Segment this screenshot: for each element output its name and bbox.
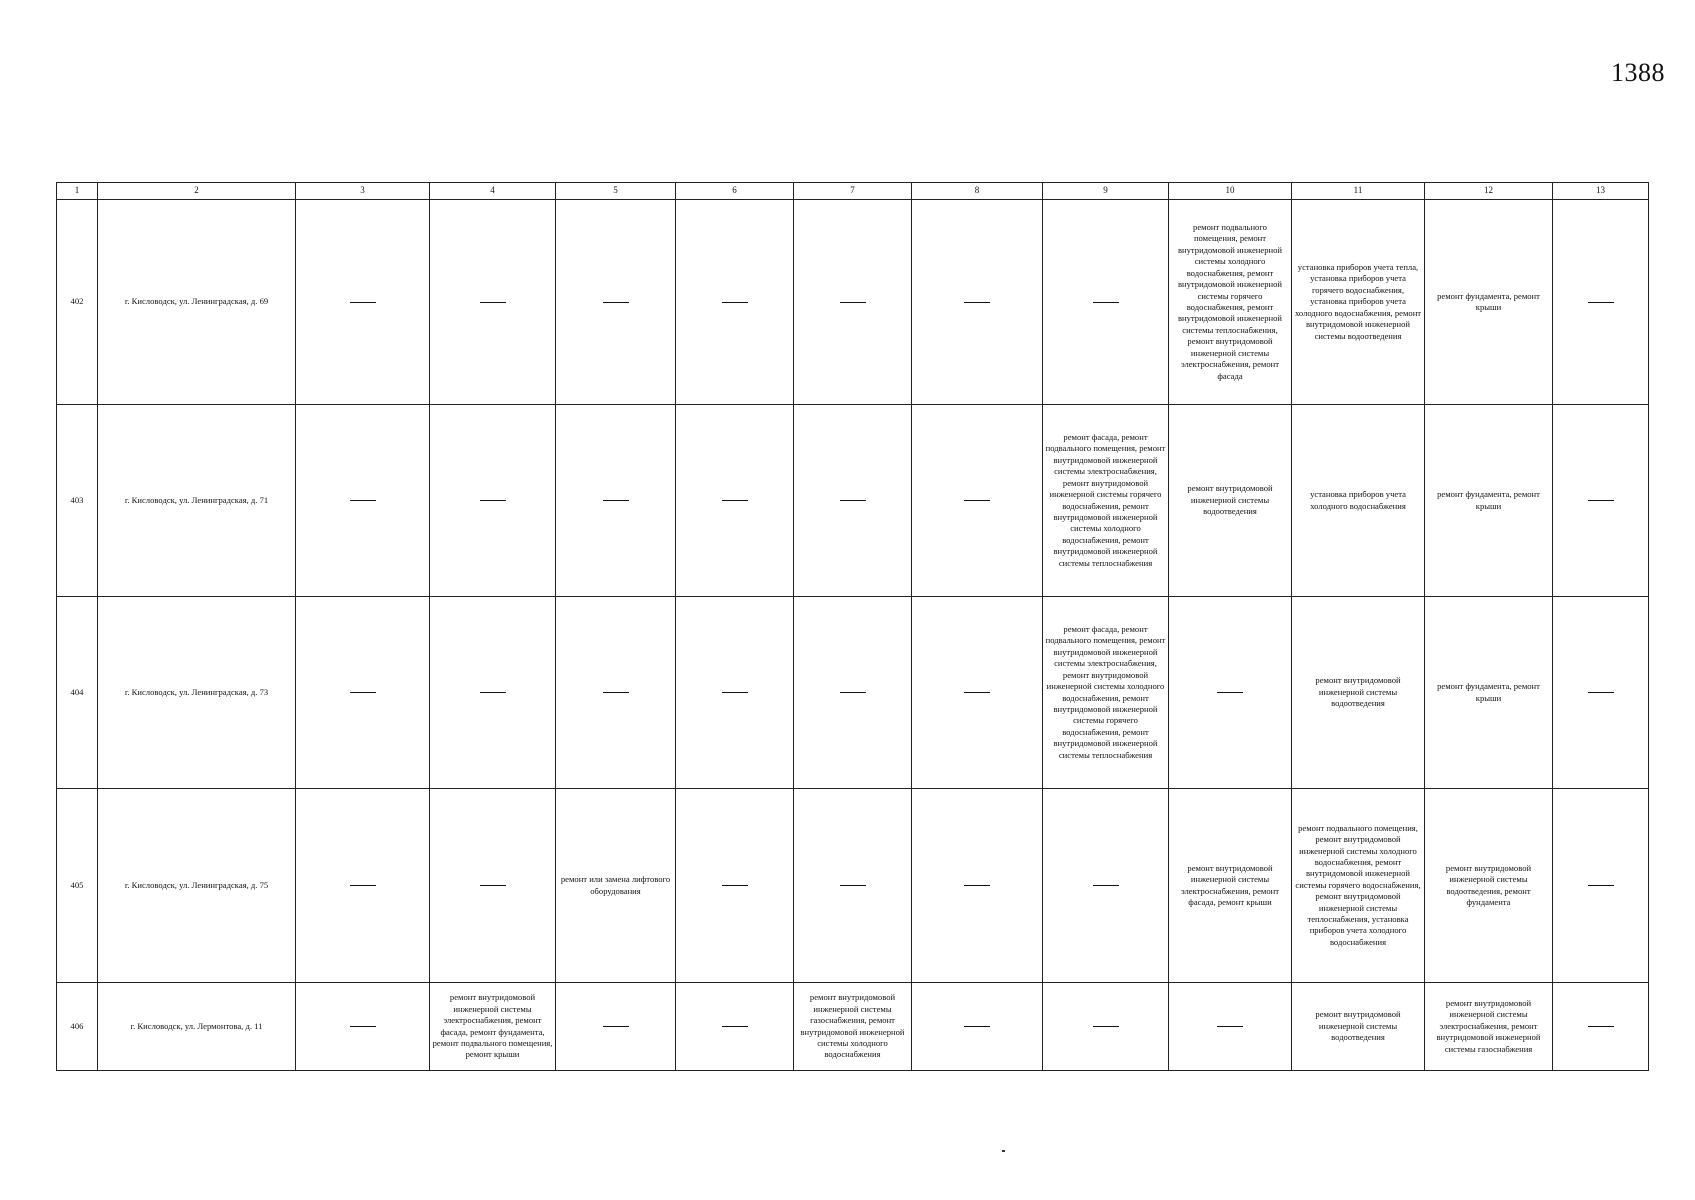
work-cell-col-10: [1169, 597, 1292, 789]
work-cell-col-6: [676, 597, 794, 789]
work-cell-col-10: ремонт внутридомовой инженерной системы электроснабжения, ремонт фасада, ремонт крыши: [1169, 789, 1292, 983]
work-cell-col-6: [676, 405, 794, 597]
empty-dash: [840, 500, 866, 501]
work-cell-col-8: [912, 200, 1043, 405]
empty-dash: [1093, 1026, 1119, 1027]
table-row: [57, 405, 1649, 597]
empty-dash: [480, 500, 506, 501]
scan-dot: [1002, 1150, 1005, 1152]
table-row: [57, 200, 1649, 405]
work-cell-col-9: [1043, 983, 1169, 1071]
repair-schedule-table: [56, 182, 1649, 1071]
table-row: [57, 789, 1649, 983]
empty-dash: [964, 500, 990, 501]
work-cell-col-3: [296, 789, 430, 983]
column-number-header: [57, 183, 1649, 200]
empty-dash: [350, 302, 376, 303]
column-header: 9: [1043, 183, 1169, 200]
column-header: 7: [794, 183, 912, 200]
empty-dash: [1588, 692, 1614, 693]
work-cell-col-4: ремонт внутридомовой инженерной системы электроснабжения, ремонт фасада, ремонт фундамента, ремонт подвального помещения, ремонт крыши: [430, 983, 556, 1071]
work-cell-col-9: [1043, 200, 1169, 405]
empty-dash: [480, 885, 506, 886]
work-cell-col-8: [912, 983, 1043, 1071]
work-cell-col-10: ремонт подвального помещения, ремонт внутридомовой инженерной системы холодного водоснабжения, ремонт внутридомовой инженерной системы горячего водоснабжения, ремонт внутридомовой инженерной системы теплоснабжения, ремонт внутридомовой инженерной системы электроснабжения, ремонт фасада: [1169, 200, 1292, 405]
work-cell-col-11: ремонт внутридомовой инженерной системы водоотведения: [1292, 597, 1425, 789]
address-cell: г. Кисловодск, ул. Ленинградская, д. 75: [98, 789, 296, 983]
empty-dash: [722, 885, 748, 886]
work-cell-col-3: [296, 405, 430, 597]
empty-dash: [350, 692, 376, 693]
work-cell-col-3: [296, 983, 430, 1071]
work-cell-col-7: [794, 200, 912, 405]
empty-dash: [603, 692, 629, 693]
empty-dash: [722, 500, 748, 501]
empty-dash: [350, 1026, 376, 1027]
address-cell: г. Кисловодск, ул. Ленинградская, д. 73: [98, 597, 296, 789]
empty-dash: [840, 692, 866, 693]
work-cell-col-9: [1043, 789, 1169, 983]
work-cell-col-11: ремонт внутридомовой инженерной системы водоотведения: [1292, 983, 1425, 1071]
work-cell-col-9: ремонт фасада, ремонт подвального помещения, ремонт внутридомовой инженерной системы электроснабжения, ремонт внутридомовой инженерной системы холодного водоснабжения, ремонт внутридомовой инженерной системы горячего водоснабжения, ремонт внутридомовой инженерной системы теплоснабжения: [1043, 597, 1169, 789]
work-cell-col-13: [1553, 405, 1649, 597]
work-cell-col-6: [676, 983, 794, 1071]
work-cell-col-13: [1553, 983, 1649, 1071]
work-cell-col-4: [430, 597, 556, 789]
work-cell-col-4: [430, 789, 556, 983]
work-cell-col-11: установка приборов учета тепла, установка приборов учета горячего водоснабжения, установка приборов учета холодного водоснабжения, ремонт внутридомовой инженерной системы водоотведения: [1292, 200, 1425, 405]
table-row: [57, 983, 1649, 1071]
work-cell-col-8: [912, 597, 1043, 789]
work-cell-col-12: ремонт внутридомовой инженерной системы электроснабжения, ремонт внутридомовой инженерной системы газоснабжения: [1425, 983, 1553, 1071]
column-header: 5: [556, 183, 676, 200]
empty-dash: [964, 302, 990, 303]
empty-dash: [480, 302, 506, 303]
work-cell-col-5: [556, 405, 676, 597]
work-cell-col-7: [794, 789, 912, 983]
row-number-cell: 402: [57, 200, 98, 405]
table-body: [57, 200, 1649, 1071]
work-cell-col-12: ремонт внутридомовой инженерной системы водоотведения, ремонт фундамента: [1425, 789, 1553, 983]
empty-dash: [1588, 1026, 1614, 1027]
work-cell-col-11: установка приборов учета холодного водоснабжения: [1292, 405, 1425, 597]
work-cell-col-5: [556, 200, 676, 405]
empty-dash: [1217, 692, 1243, 693]
empty-dash: [964, 1026, 990, 1027]
column-header: 11: [1292, 183, 1425, 200]
empty-dash: [603, 1026, 629, 1027]
work-cell-col-7: [794, 597, 912, 789]
work-cell-col-5: ремонт или замена лифтового оборудования: [556, 789, 676, 983]
column-header: 3: [296, 183, 430, 200]
address-cell: г. Кисловодск, ул. Ленинградская, д. 69: [98, 200, 296, 405]
empty-dash: [350, 885, 376, 886]
work-cell-col-13: [1553, 597, 1649, 789]
row-number-cell: 406: [57, 983, 98, 1071]
empty-dash: [603, 302, 629, 303]
empty-dash: [722, 1026, 748, 1027]
row-number-cell: 404: [57, 597, 98, 789]
row-number-cell: 405: [57, 789, 98, 983]
work-cell-col-5: [556, 597, 676, 789]
address-cell: г. Кисловодск, ул. Ленинградская, д. 71: [98, 405, 296, 597]
column-header: 6: [676, 183, 794, 200]
empty-dash: [964, 692, 990, 693]
empty-dash: [1093, 885, 1119, 886]
column-header: 2: [98, 183, 296, 200]
work-cell-col-8: [912, 405, 1043, 597]
column-header: 8: [912, 183, 1043, 200]
work-cell-col-12: ремонт фундамента, ремонт крыши: [1425, 200, 1553, 405]
work-cell-col-13: [1553, 789, 1649, 983]
column-header: 10: [1169, 183, 1292, 200]
work-cell-col-9: ремонт фасада, ремонт подвального помещения, ремонт внутридомовой инженерной системы электроснабжения, ремонт внутридомовой инженерной системы горячего водоснабжения, ремонт внутридомовой инженерной системы холодного водоснабжения, ремонт внутридомовой инженерной системы теплоснабжения: [1043, 405, 1169, 597]
work-cell-col-10: [1169, 983, 1292, 1071]
empty-dash: [1217, 1026, 1243, 1027]
column-header: 13: [1553, 183, 1649, 200]
empty-dash: [350, 500, 376, 501]
work-cell-col-5: [556, 983, 676, 1071]
work-cell-col-10: ремонт внутридомовой инженерной системы водоотведения: [1169, 405, 1292, 597]
column-header: 12: [1425, 183, 1553, 200]
work-cell-col-12: ремонт фундамента, ремонт крыши: [1425, 597, 1553, 789]
work-cell-col-4: [430, 200, 556, 405]
work-cell-col-7: ремонт внутридомовой инженерной системы газоснабжения, ремонт внутридомовой инженерной системы холодного водоснабжения: [794, 983, 912, 1071]
table-row: [57, 597, 1649, 789]
work-cell-col-4: [430, 405, 556, 597]
empty-dash: [840, 302, 866, 303]
column-header: 1: [57, 183, 98, 200]
empty-dash: [964, 885, 990, 886]
row-number-cell: 403: [57, 405, 98, 597]
work-cell-col-3: [296, 200, 430, 405]
empty-dash: [722, 692, 748, 693]
empty-dash: [840, 885, 866, 886]
column-header: 4: [430, 183, 556, 200]
work-cell-col-6: [676, 789, 794, 983]
work-cell-col-12: ремонт фундамента, ремонт крыши: [1425, 405, 1553, 597]
empty-dash: [722, 302, 748, 303]
empty-dash: [1588, 500, 1614, 501]
address-cell: г. Кисловодск, ул. Лермонтова, д. 11: [98, 983, 296, 1071]
work-cell-col-11: ремонт подвального помещения, ремонт внутридомовой инженерной системы холодного водоснабжения, ремонт внутридомовой инженерной системы горячего водоснабжения, ремонт внутридомовой инженерной системы теплоснабжения, установка приборов учета холодного водоснабжения: [1292, 789, 1425, 983]
work-cell-col-13: [1553, 200, 1649, 405]
empty-dash: [1588, 302, 1614, 303]
work-cell-col-7: [794, 405, 912, 597]
work-cell-col-3: [296, 597, 430, 789]
empty-dash: [1093, 302, 1119, 303]
empty-dash: [480, 692, 506, 693]
empty-dash: [1588, 885, 1614, 886]
page-number: 1388: [1611, 58, 1665, 87]
empty-dash: [603, 500, 629, 501]
work-cell-col-6: [676, 200, 794, 405]
work-cell-col-8: [912, 789, 1043, 983]
